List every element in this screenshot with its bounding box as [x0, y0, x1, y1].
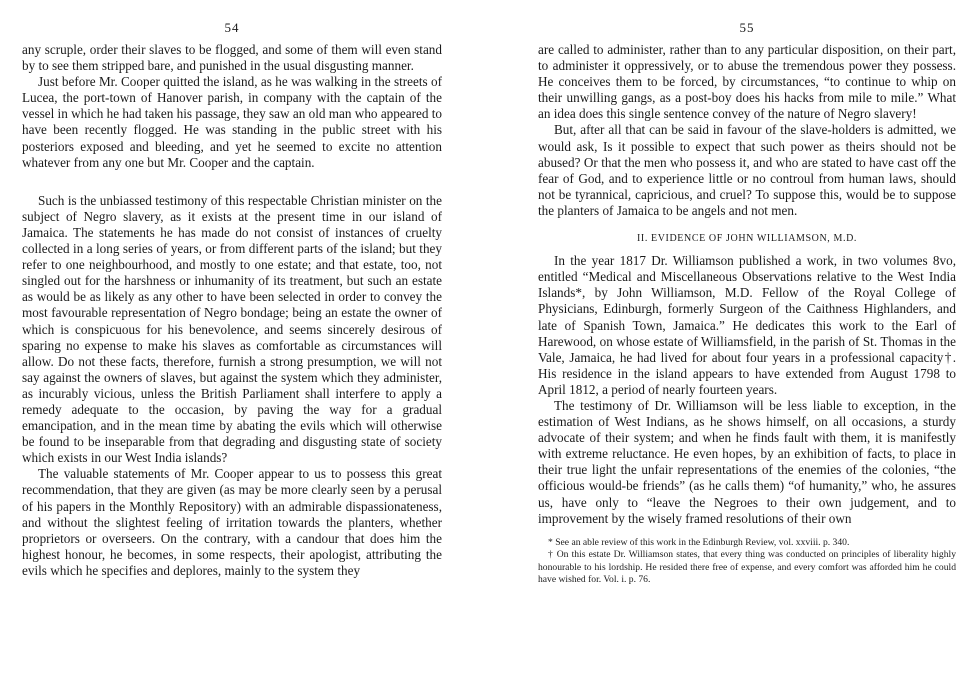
section-heading: II. EVIDENCE OF JOHN WILLIAMSON, M.D. — [636, 233, 858, 245]
paragraph: The valuable statements of Mr. Cooper appear to us to possess this great recommendation, that they are given (as may be more clearly seen by a perusal of his papers in the Monthly Repository) with an admirable dispassionateness, and without the slightest feeling of irritation towards the planters, whether proprietors or overseers. On the contrary, with a candour that does him the highest honour, he becomes, in some respects, their apologist, attributing the evils which he specifies and deplores, mainly to the system they — [22, 466, 442, 578]
paragraph: Such is the unbiassed testimony of this respectable Christian minister on the subject of Negro slavery, as it exists at the present time in our island of Jamaica. The statements he has made do not consist of instances of cruelty collected in a long series of years, or from different parts of the island; but they refer to one neighbourhood, and mostly to one estate; and that estate, too, not singled out for the harshness or inhumanity of its treatment, but such an estate as would be as likely as any other to have been selected in order to convey the most favourable representation of Negro bondage; being an estate the owner of which is conspicuous for his benevolence, and seems sincerely desirous of sparing no expense to make his slaves as comfortable as circumstances will allow. Do not these facts, therefore, furnish a strong presumption, we will not say against the owners of slaves, but against the system which they administer, as incurably vicious, unless the British Parliament shall interfere to apply a remedy adequate to the occasion, by paving the way for a gradual emancipation, and in the mean time by abating the evils which will otherwise be found to be inseparable from that degrading and disgusting state of society which exists in our West India islands? — [22, 192, 442, 466]
footnotes — [538, 537, 956, 587]
page-number: 54 — [224, 20, 240, 35]
paragraph: But, after all that can be said in favour of the slave-holders is admitted, we would ask, Is it possible to expect that such power as theirs should not be abused? Or that the men who possess it, and who are stated to have cast off the fear of God, and to experience little or no controul from human laws, should not be tyrannical, capricious, and cruel? To suppose this, would be to suppose the planters of Jamaica to be angels and not men. — [538, 122, 956, 218]
left-page — [22, 0, 442, 677]
footnote: † On this estate Dr. Williamson states, that every thing was conducted on principles of liberality highly honourable to his lordship. He resided there free of expense, and every comfort was afforded him he could have wished for. Vol. i. p. 76. — [538, 549, 956, 586]
paragraph: any scruple, order their slaves to be flogged, and some of them will even stand by to see them stripped bare, and punished in the usual disgusting manner. — [22, 42, 442, 74]
right-page-text — [538, 42, 956, 527]
section-gap — [22, 171, 442, 193]
paragraph: In the year 1817 Dr. Williamson published a work, in two volumes 8vo, entitled “Medical and Miscellaneous Observations relative to the West India Islands*, by John Williamson, M.D. Fellow of the Royal College of Physicians, Edinburgh, formerly Surgeon of the Caithness Highlanders, and late of Spanish Town, Jamaica.” He dedicates this work to the Earl of Harewood, on whose estate of Williamsfield, in the parish of St. Thomas in the Vale, Jamaica, he had lived for about four years in a professional capacity†. His residence in the island appears to have extended from August 1798 to April 1812, a period of nearly fourteen years. — [538, 253, 956, 397]
page-number: 55 — [739, 20, 755, 35]
paragraph: The testimony of Dr. Williamson will be less liable to exception, in the estimation of West Indians, as he shows himself, on all occasions, a sturdy advocate of their system; and when he finds fault with them, it is manifestly with extreme reluctance. He even hopes, by an exhibition of facts, to place in their true light the unfair representations of the enemies of the colonies, “the officious would-be friends” (as he calls them) “of humanity,” who, he assures us, have only to “leave the Negroes to their own judgement, and to improvement by the wisely framed resolutions of their own — [538, 397, 956, 526]
right-page — [538, 0, 956, 677]
footnote: * See an able review of this work in the Edinburgh Review, vol. xxviii. p. 340. — [548, 536, 850, 548]
paragraph: are called to administer, rather than to any particular disposition, on their part, to administer it oppressively, or to abuse the tremendous power they possess. He conceives them to be forced, by circumstances, “to continue to whip on their unwilling gangs, as a post-boy does his hacks from mile to mile.” What an idea does this single sentence convey of the nature of Negro slavery! — [538, 42, 956, 122]
left-page-text — [22, 42, 442, 579]
paragraph: Just before Mr. Cooper quitted the island, as he was walking in the streets of Lucea, the port-town of Hanover parish, in company with the captain of the vessel in which he had taken his passage, they saw an old man who appeared to have been recently flogged. He was standing in the public street with his posteriors exposed and bleeding, and yet he seemed to excite no attention whatever from any one but Mr. Cooper and the captain. — [22, 74, 442, 170]
